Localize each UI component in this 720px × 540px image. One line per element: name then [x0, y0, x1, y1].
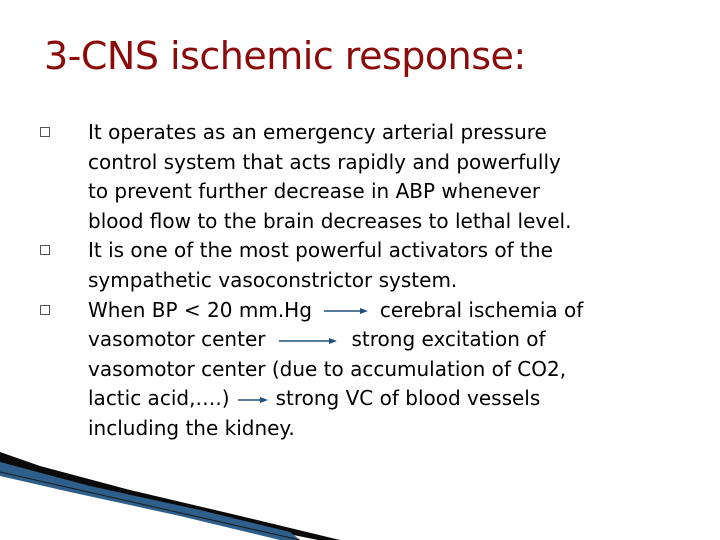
bullet-line: including the kidney. — [88, 415, 295, 440]
bullet-line: blood flow to the brain decreases to lethal level. — [88, 208, 572, 233]
cascade-step-ischemia-cont: vasomotor center — [88, 327, 266, 352]
bullet-line: to prevent further decrease in ABP whenever — [88, 179, 541, 204]
bullet-line: vasomotor center (due to accumulation of CO2, — [88, 356, 567, 381]
bullet-line: control system that acts rapidly and powerfully — [88, 149, 561, 174]
bullet-line: It operates as an emergency arterial pressure — [88, 120, 547, 144]
bullet-line: sympathetic vasoconstrictor system. — [88, 267, 458, 292]
slide-title: 3-CNS ischemic response: — [44, 34, 526, 78]
cascade-step-vasoconstriction: strong VC of blood vessels — [275, 386, 541, 411]
cascade-step-excitation-cont: lactic acid,….) — [88, 386, 230, 411]
cascade-step-low-bp: When BP < 20 mm.Hg — [88, 297, 312, 322]
bullet-line: It is one of the most powerful activators of the — [88, 238, 553, 263]
cascade-step-excitation: strong excitation of — [351, 327, 546, 352]
cascade-step-ischemia: cerebral ischemia of — [379, 297, 584, 322]
